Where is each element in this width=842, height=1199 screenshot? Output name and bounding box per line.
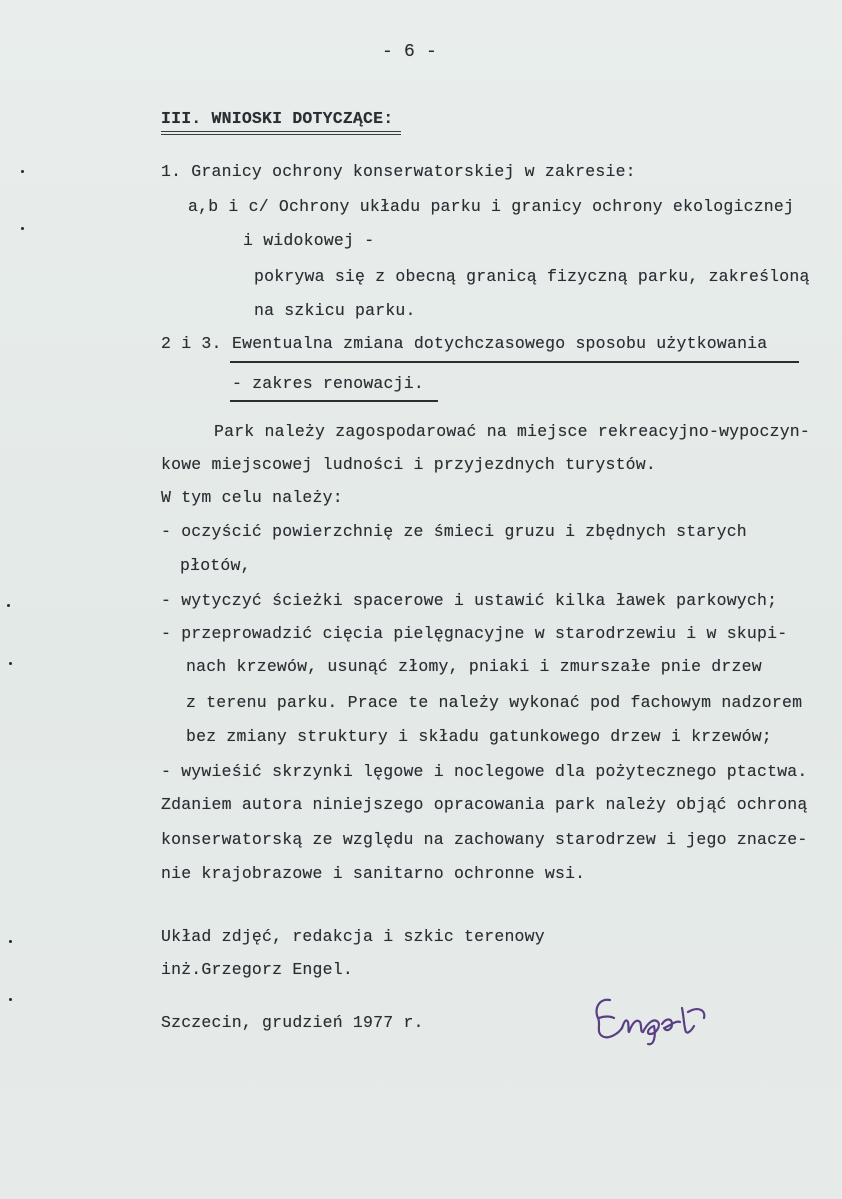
conclusion-line-2: konserwatorską ze względu na zachowany starodrzew i jego znacze-	[161, 830, 808, 849]
item-1-sub-line-3: pokrywa się z obecną granicą fizyczną parku, zakreśloną	[254, 267, 810, 286]
credits-line-2: inż.Grzegorz Engel.	[161, 960, 353, 979]
margin-mark	[9, 998, 12, 1001]
margin-mark	[7, 604, 10, 607]
conclusion-line-1: Zdaniem autora niniejszego opracowania park należy objąć ochroną	[161, 795, 808, 814]
section-heading: III. WNIOSKI DOTYCZĄCE:	[161, 109, 394, 128]
item-23-underline-1	[230, 361, 799, 363]
margin-mark	[21, 227, 24, 230]
margin-mark	[9, 940, 12, 943]
task-2: - wytyczyć ścieżki spacerowe i ustawić kilka ławek parkowych;	[161, 591, 778, 610]
item-1-sub-line-1: a,b i c/ Ochrony układu parku i granicy ochrony ekologicznej	[188, 197, 795, 216]
park-paragraph-line-1: Park należy zagospodarować na miejsce rekreacyjno-wypoczyn-	[214, 422, 810, 441]
task-3-line-2: nach krzewów, usunąć złomy, pniaki i zmurszałe pnie drzew	[186, 657, 762, 676]
margin-mark	[9, 662, 12, 665]
task-1-line-1: - oczyścić powierzchnię ze śmieci gruzu i zbędnych starych	[161, 522, 747, 541]
item-23-title-line-2: - zakres renowacji.	[232, 374, 424, 393]
purpose-intro: W tym celu należy:	[161, 488, 343, 507]
item-1-sub-line-2: i widokowej -	[243, 231, 375, 250]
task-3-line-1: - przeprowadzić cięcia pielęgnacyjne w starodrzewiu i w skupi-	[161, 624, 788, 643]
park-paragraph-line-2: kowe miejscowej ludności i przyjezdnych turystów.	[161, 455, 656, 474]
heading-double-underline	[161, 131, 401, 135]
item-1-title: 1. Granicy ochrony konserwatorskiej w zakresie:	[161, 162, 636, 181]
item-23-title-line-1: Ewentualna zmiana dotychczasowego sposobu użytkowania	[232, 334, 768, 353]
conclusion-line-3: nie krajobrazowe i sanitarno ochronne wsi.	[161, 864, 586, 883]
item-1-sub-line-4: na szkicu parku.	[254, 301, 416, 320]
page-number: - 6 -	[382, 42, 438, 62]
margin-mark	[21, 170, 24, 173]
task-4: - wywieśić skrzynki lęgowe i noclegowe dla pożytecznego ptactwa.	[161, 762, 808, 781]
item-23-number: 2 i 3.	[161, 334, 222, 353]
task-3-line-3: z terenu parku. Prace te należy wykonać pod fachowym nadzorem	[186, 693, 803, 712]
task-1-line-2: płotów,	[180, 556, 251, 575]
task-3-line-4: bez zmiany struktury i składu gatunkowego drzew i krzewów;	[186, 727, 772, 746]
credits-line-1: Układ zdjęć, redakcja i szkic terenowy	[161, 927, 545, 946]
place-date-line: Szczecin, grudzień 1977 r.	[161, 1013, 424, 1032]
item-23-underline-2	[230, 400, 438, 402]
handwritten-signature	[588, 988, 728, 1048]
